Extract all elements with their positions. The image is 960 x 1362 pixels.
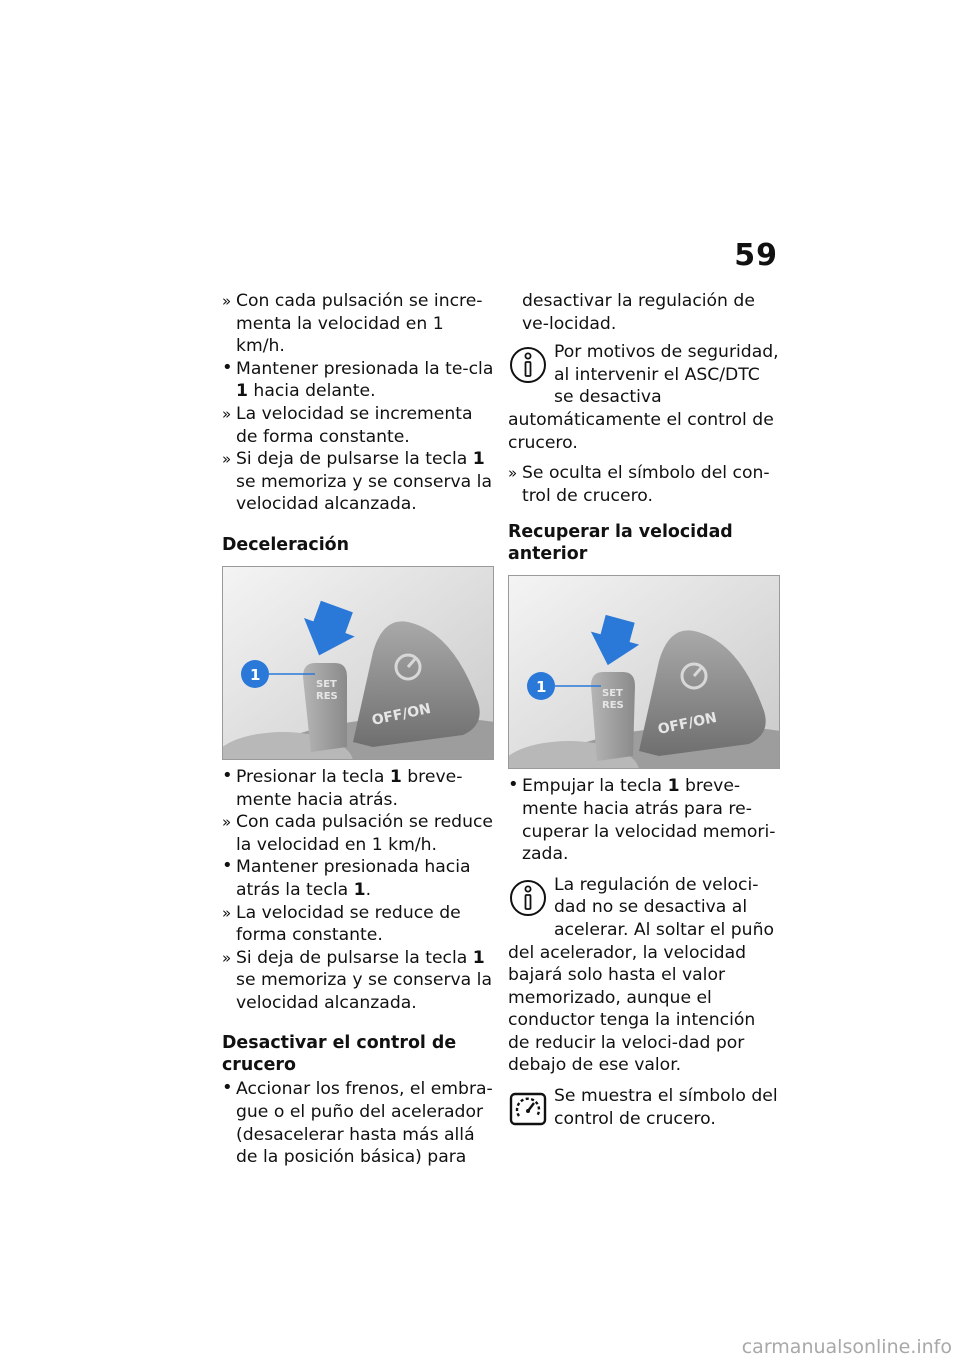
svg-text:RES: RES — [316, 690, 338, 702]
svg-text:1: 1 — [536, 678, 547, 697]
info-icon — [508, 345, 548, 385]
list-deactivate — [222, 1078, 494, 1168]
svg-text:SET: SET — [602, 688, 623, 700]
cruise-control-icon — [508, 1089, 548, 1129]
key-ref: 1 — [236, 381, 248, 402]
list-item: » La velocidad se incrementa de forma constante. — [222, 403, 473, 447]
list-item: » Si deja de pulsarse la tecla 1 se memoriza y se conserva la velocidad alcanzada. — [222, 449, 492, 515]
key-ref: 1 — [353, 879, 366, 900]
svg-text:SET: SET — [316, 678, 337, 690]
list-item: » Si deja de pulsarse la tecla 1 se memoriza y se conserva la velocidad alcanzada. — [222, 947, 492, 1013]
key-ref: 1 — [667, 776, 680, 797]
list-item: • Mantener presionada la te-cla 1 hacia delante. — [222, 356, 494, 402]
svg-text:OFF/ON: OFF/ON — [370, 700, 433, 729]
key-ref: 1 — [472, 449, 485, 470]
list-item: • Accionar los frenos, el embra-gue o el puño del acelerador (desacelerar hasta más allá de la posición básica) para — [222, 1077, 493, 1168]
right-column — [508, 290, 780, 1138]
list-item: • Presionar la tecla 1 breve-mente hacia atrás. — [222, 764, 463, 810]
heading-recover: Recuperar la velocidad anterior — [508, 522, 733, 565]
page-number: 59 — [734, 238, 778, 273]
heading-deceleration: Deceleración — [222, 534, 349, 555]
svg-text:OFF/ON: OFF/ON — [656, 710, 719, 739]
list-item-continuation: desactivar la regulación de ve-locidad. — [522, 291, 755, 334]
info-note — [508, 874, 780, 1077]
list-increase — [222, 290, 494, 516]
list-item: » Se oculta el símbolo del con-trol de crucero. — [508, 463, 770, 506]
list-item: » Con cada pulsación se incre-menta la velocidad en 1 km/h. — [222, 291, 483, 357]
note-text: Se muestra el símbolo del control de crucero. — [554, 1086, 778, 1129]
figure-recover — [508, 575, 780, 769]
list-item: » Con cada pulsación se reduce la velocidad en 1 km/h. — [222, 812, 494, 855]
svg-text:1: 1 — [250, 665, 261, 684]
info-icon — [508, 878, 548, 918]
list-item: • Mantener presionada hacia atrás la tecla 1. — [222, 855, 471, 900]
list-decrease — [222, 766, 494, 1015]
svg-text:RES: RES — [602, 700, 624, 712]
set-res-key — [303, 663, 347, 752]
list-item: » La velocidad se reduce de forma constante. — [222, 902, 461, 946]
note-text: Por motivos de seguridad, al intervenir el ASC/DTC se desactiva automáticamente el control de crucero. — [508, 342, 779, 453]
watermark: carmanualsonline.info — [741, 1336, 952, 1358]
left-column — [222, 290, 494, 1169]
figure-deceleration — [222, 566, 494, 760]
note-text: La regulación de veloci-dad no se desactiva al acelerar. Al soltar el puño del acelerador, la velocidad bajará solo hasta el valor memorizado, aunque el conductor tenga la intención de reducir la veloci-dad por debajo de ese valor. — [508, 874, 774, 1076]
cruise-note — [508, 1085, 780, 1130]
key-ref: 1 — [472, 947, 485, 968]
heading-deactivate: Desactivar el control de crucero — [222, 1033, 457, 1076]
key-ref: 1 — [389, 766, 402, 787]
info-note — [508, 341, 780, 454]
list-item: • Empujar la tecla 1 breve-mente hacia atrás para re-cuperar la velocidad memori-zada. — [508, 774, 776, 865]
